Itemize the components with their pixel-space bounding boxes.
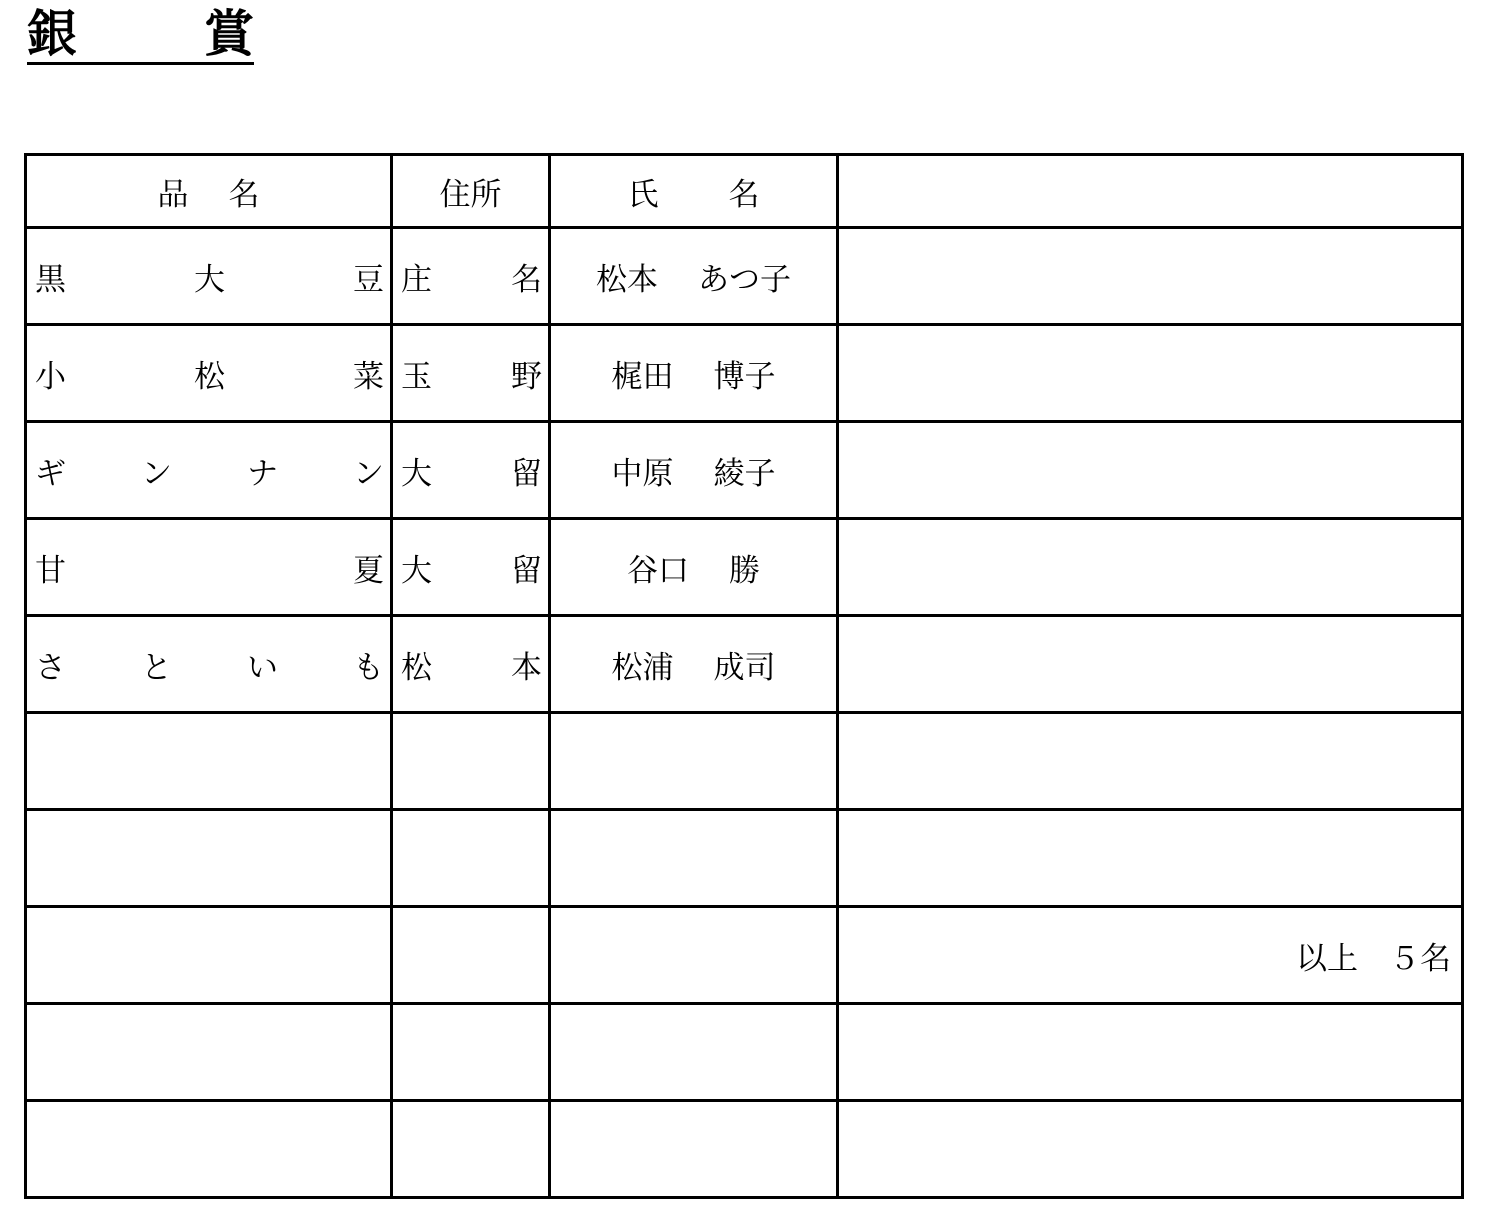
item-char: ン xyxy=(353,455,384,492)
item-char: 小 xyxy=(35,358,66,395)
item-char: 松 xyxy=(194,358,225,395)
cell-note xyxy=(838,422,1463,519)
address-char: 名 xyxy=(511,261,542,298)
address-char: 松 xyxy=(401,649,432,686)
cell-item xyxy=(26,519,392,616)
table-row xyxy=(26,519,1463,616)
title-char: 賞 xyxy=(204,5,254,63)
cell-name xyxy=(550,519,838,616)
header-item: 品 名 xyxy=(26,155,392,228)
table-row xyxy=(26,713,1463,810)
name-part: 博子 xyxy=(713,358,776,395)
cell-address xyxy=(392,713,550,810)
cell-note xyxy=(838,713,1463,810)
cell-item xyxy=(26,422,392,519)
cell-name xyxy=(550,228,838,325)
cell-name xyxy=(550,616,838,713)
cell-name xyxy=(550,422,838,519)
cell-name xyxy=(550,1004,838,1101)
address-char: 大 xyxy=(401,552,432,589)
cell-name xyxy=(550,810,838,907)
table-header-row xyxy=(26,155,1463,228)
award-table xyxy=(24,153,1464,1199)
table-row xyxy=(26,907,1463,1004)
item-char: 大 xyxy=(194,261,225,298)
address-char: 留 xyxy=(511,552,542,589)
cell-item xyxy=(26,1004,392,1101)
name-part: 松本 xyxy=(596,261,658,298)
table-row xyxy=(26,810,1463,907)
cell-note xyxy=(838,228,1463,325)
table-row xyxy=(26,422,1463,519)
name-part: 中原 xyxy=(611,455,674,492)
cell-name xyxy=(550,325,838,422)
cell-item xyxy=(26,1101,392,1198)
item-char: 甘 xyxy=(35,552,66,589)
cell-note xyxy=(838,1101,1463,1198)
title-char: 銀 xyxy=(27,5,77,63)
name-part: 成司 xyxy=(713,649,776,686)
cell-note xyxy=(838,519,1463,616)
item-char: 黒 xyxy=(35,261,66,298)
item-char: も xyxy=(353,649,384,686)
name-part: 松浦 xyxy=(611,649,674,686)
address-char: 本 xyxy=(511,649,542,686)
cell-item xyxy=(26,713,392,810)
name-part: 勝 xyxy=(729,552,760,589)
page-title xyxy=(27,6,254,65)
cell-note xyxy=(838,1004,1463,1101)
name-part: 綾子 xyxy=(713,455,776,492)
cell-note xyxy=(838,325,1463,422)
cell-address xyxy=(392,325,550,422)
item-char: と xyxy=(141,649,172,686)
cell-item xyxy=(26,810,392,907)
cell-note xyxy=(838,616,1463,713)
cell-name xyxy=(550,907,838,1004)
cell-address xyxy=(392,1101,550,1198)
cell-address xyxy=(392,422,550,519)
address-char: 野 xyxy=(511,358,542,395)
table-row xyxy=(26,1004,1463,1101)
name-part: 谷口 xyxy=(627,552,689,589)
header-name: 氏 名 xyxy=(550,155,838,228)
address-char: 大 xyxy=(401,455,432,492)
table-row xyxy=(26,228,1463,325)
header-address: 住所 xyxy=(392,155,550,228)
address-char: 留 xyxy=(511,455,542,492)
cell-address xyxy=(392,907,550,1004)
item-char: 夏 xyxy=(353,552,384,589)
cell-address xyxy=(392,810,550,907)
item-char: ン xyxy=(141,455,172,492)
cell-address xyxy=(392,519,550,616)
cell-address xyxy=(392,616,550,713)
address-char: 玉 xyxy=(401,358,432,395)
address-char: 庄 xyxy=(401,261,432,298)
item-char: さ xyxy=(35,649,66,686)
cell-address xyxy=(392,1004,550,1101)
item-char: い xyxy=(247,649,278,686)
name-part: 梶田 xyxy=(611,358,674,395)
cell-address xyxy=(392,228,550,325)
item-char: ナ xyxy=(247,455,278,492)
table-row xyxy=(26,616,1463,713)
cell-name xyxy=(550,713,838,810)
cell-item xyxy=(26,325,392,422)
table-row xyxy=(26,325,1463,422)
cell-name xyxy=(550,1101,838,1198)
item-char: 菜 xyxy=(353,358,384,395)
name-part: あつ子 xyxy=(698,261,791,298)
item-char: ギ xyxy=(35,455,66,492)
cell-item xyxy=(26,616,392,713)
header-note xyxy=(838,155,1463,228)
cell-item xyxy=(26,228,392,325)
cell-item xyxy=(26,907,392,1004)
cell-note: 以上 ５名 xyxy=(838,907,1463,1004)
cell-note xyxy=(838,810,1463,907)
item-char: 豆 xyxy=(353,261,384,298)
table-row xyxy=(26,1101,1463,1198)
